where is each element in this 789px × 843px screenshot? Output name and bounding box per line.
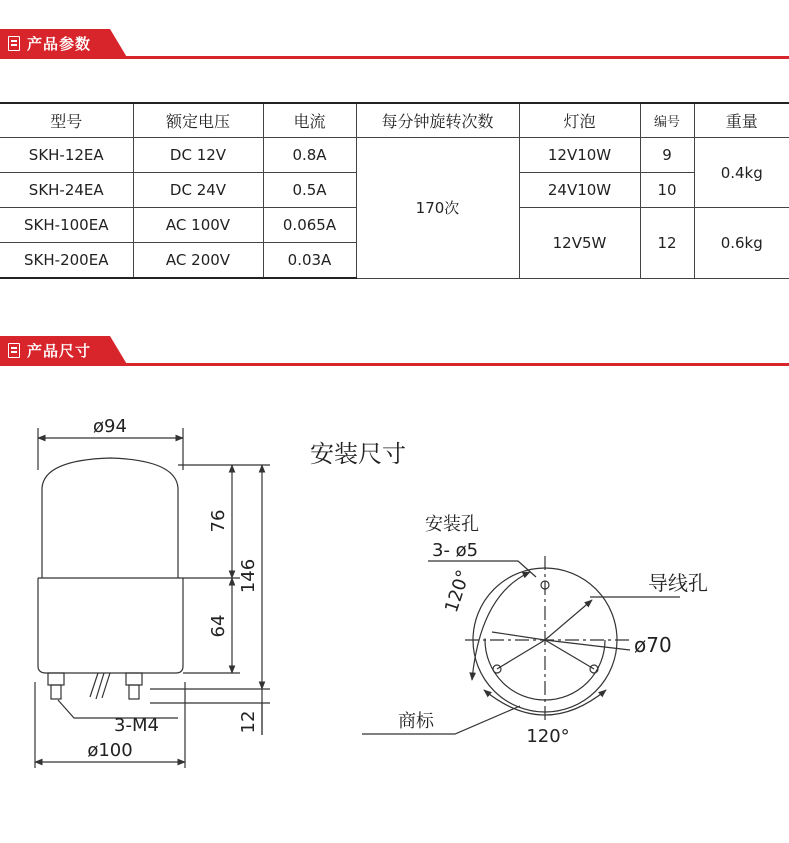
cell-current: 0.03A: [263, 243, 356, 279]
angle-arc-top: [472, 572, 530, 680]
dimension-drawing: [0, 360, 789, 830]
cell-voltage: AC 200V: [133, 243, 263, 279]
angle-top-label: 120°: [441, 567, 475, 616]
hole-spec: 3- ø5: [432, 540, 479, 561]
header-current: 电流: [263, 103, 356, 138]
section-title-dims: 产品尺寸: [27, 342, 92, 360]
section-title-params: 产品参数: [27, 35, 92, 53]
document-icon: [8, 343, 20, 358]
mount-title: 安装尺寸: [310, 440, 406, 468]
cell-model: SKH-12EA: [0, 138, 133, 173]
header-voltage: 额定电压: [133, 103, 263, 138]
lamp-base: [38, 578, 183, 673]
dia-top-label: ø94: [93, 416, 127, 437]
cell-model: SKH-24EA: [0, 173, 133, 208]
h-dome-label: 76: [208, 509, 229, 533]
terminal-left: [48, 673, 64, 685]
h-terminal-label: 12: [238, 710, 259, 734]
cell-weight: 0.6kg: [694, 208, 789, 279]
table-header-row: [0, 103, 789, 138]
trademark-label: 商标: [398, 711, 434, 732]
hole-leader: [428, 561, 536, 577]
document-icon: [8, 36, 20, 51]
side-view-labels: [87, 416, 259, 761]
cell-model: SKH-200EA: [0, 243, 133, 279]
terminal-left-nut: [51, 685, 61, 699]
angle-bottom-label: 120°: [526, 726, 570, 747]
cell-bulb: 24V10W: [519, 173, 640, 208]
section-rule: [0, 56, 789, 59]
h-base-label: 64: [208, 614, 229, 638]
header-weight: 重量: [694, 103, 789, 138]
header-rpm: 每分钟旋转次数: [356, 103, 519, 138]
hole-label: 安装孔: [425, 514, 479, 535]
wire-hole-label: 导线孔: [648, 571, 708, 595]
dia-label: ø70: [634, 633, 672, 657]
cell-voltage: AC 100V: [133, 208, 263, 243]
cell-voltage: DC 24V: [133, 173, 263, 208]
cell-current: 0.065A: [263, 208, 356, 243]
lamp-dome: [42, 458, 178, 578]
params-table: [0, 102, 789, 279]
header-code: 编号: [640, 103, 694, 138]
dia-bottom-label: ø100: [87, 740, 133, 761]
cell-code: 12: [640, 208, 694, 279]
cell-bulb: 12V10W: [519, 138, 640, 173]
cell-current: 0.5A: [263, 173, 356, 208]
header-model: 型号: [0, 103, 133, 138]
cell-voltage: DC 12V: [133, 138, 263, 173]
cell-weight: 0.4kg: [694, 138, 789, 208]
mount-view: [362, 556, 680, 734]
cell-code: 9: [640, 138, 694, 173]
trademark-leader: [362, 706, 520, 734]
screws-label: 3-M4: [114, 715, 159, 736]
cable: [90, 673, 110, 699]
section-header-params: [0, 29, 789, 59]
terminal-right-nut: [129, 685, 139, 699]
cell-model: SKH-100EA: [0, 208, 133, 243]
cell-current: 0.8A: [263, 138, 356, 173]
table-row: [0, 138, 789, 173]
cell-code: 10: [640, 173, 694, 208]
cell-bulb: 12V5W: [519, 208, 640, 279]
terminal-right: [126, 673, 142, 685]
header-bulb: 灯泡: [519, 103, 640, 138]
cell-rpm: 170次: [356, 138, 519, 279]
h-total-label: 146: [238, 558, 259, 594]
